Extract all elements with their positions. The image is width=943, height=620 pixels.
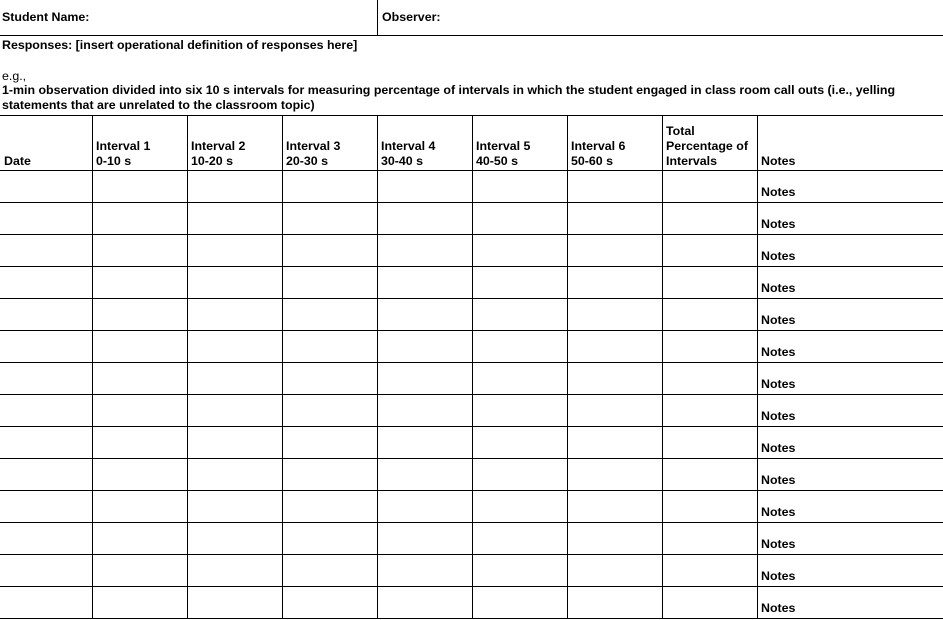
student-name-label: Student Name: — [2, 10, 90, 24]
interval-cell[interactable] — [568, 235, 661, 265]
total-percentage-cell[interactable] — [663, 299, 756, 329]
column-header-3-line2: Interval 2 — [191, 139, 246, 153]
interval-cell[interactable] — [473, 299, 566, 329]
interval-cell[interactable] — [473, 235, 566, 265]
interval-cell[interactable] — [188, 395, 281, 425]
interval-cell[interactable] — [568, 523, 661, 553]
interval-cell[interactable] — [568, 363, 661, 393]
example-prefix: e.g., — [2, 69, 27, 83]
column-header-9-line3: Notes — [761, 154, 796, 168]
interval-cell[interactable] — [188, 171, 281, 201]
interval-cell[interactable] — [568, 587, 661, 617]
column-header-6-line3: 40-50 s — [476, 154, 519, 168]
interval-cell[interactable] — [93, 267, 186, 297]
total-percentage-cell[interactable] — [663, 267, 756, 297]
interval-cell[interactable] — [188, 587, 281, 617]
total-percentage-cell[interactable] — [663, 171, 756, 201]
interval-cell[interactable] — [378, 459, 471, 489]
column-header-8-line3: Intervals — [666, 154, 717, 168]
example-line-2: statements that are unrelated to the classroom topic) — [2, 98, 315, 112]
interval-cell[interactable] — [378, 171, 471, 201]
interval-cell[interactable] — [188, 555, 281, 585]
notes-cell[interactable]: Notes — [761, 569, 796, 583]
interval-cell[interactable] — [568, 267, 661, 297]
interval-cell[interactable] — [283, 267, 376, 297]
header-rule — [0, 35, 943, 36]
date-cell[interactable] — [1, 299, 91, 329]
interval-cell[interactable] — [283, 235, 376, 265]
interval-cell[interactable] — [378, 235, 471, 265]
column-header-7-line3: 50-60 s — [571, 154, 614, 168]
interval-cell[interactable] — [283, 587, 376, 617]
interval-cell[interactable] — [93, 523, 186, 553]
interval-cell[interactable] — [473, 331, 566, 361]
total-percentage-cell[interactable] — [663, 235, 756, 265]
date-cell[interactable] — [1, 555, 91, 585]
notes-cell[interactable]: Notes — [761, 313, 796, 327]
column-header-3-line3: 10-20 s — [191, 154, 234, 168]
column-header-4-line2: Interval 3 — [286, 139, 341, 153]
interval-cell[interactable] — [378, 587, 471, 617]
interval-cell[interactable] — [283, 427, 376, 457]
interval-cell[interactable] — [188, 491, 281, 521]
total-percentage-cell[interactable] — [663, 587, 756, 617]
interval-cell[interactable] — [568, 427, 661, 457]
interval-cell[interactable] — [283, 491, 376, 521]
notes-cell[interactable]: Notes — [761, 505, 796, 519]
interval-cell[interactable] — [188, 427, 281, 457]
notes-cell[interactable]: Notes — [761, 441, 796, 455]
date-cell[interactable] — [1, 203, 91, 233]
interval-cell[interactable] — [568, 459, 661, 489]
notes-cell[interactable]: Notes — [761, 185, 796, 199]
column-divider — [757, 116, 758, 618]
notes-cell[interactable]: Notes — [761, 249, 796, 263]
interval-cell[interactable] — [93, 395, 186, 425]
column-header-1-line3: Date — [4, 154, 31, 168]
interval-cell[interactable] — [283, 203, 376, 233]
interval-cell[interactable] — [93, 203, 186, 233]
total-percentage-cell[interactable] — [663, 395, 756, 425]
interval-cell[interactable] — [568, 331, 661, 361]
notes-cell[interactable]: Notes — [761, 345, 796, 359]
interval-cell[interactable] — [378, 203, 471, 233]
date-cell[interactable] — [1, 171, 91, 201]
interval-cell[interactable] — [378, 491, 471, 521]
interval-cell[interactable] — [473, 491, 566, 521]
interval-cell[interactable] — [378, 523, 471, 553]
example-line-1: 1-min observation divided into six 10 s intervals for measuring percentage of intervals in which the student engaged in class room call outs (i.e., yelling — [2, 83, 896, 97]
interval-cell[interactable] — [473, 587, 566, 617]
interval-cell[interactable] — [283, 555, 376, 585]
notes-cell[interactable]: Notes — [761, 473, 796, 487]
interval-cell[interactable] — [473, 555, 566, 585]
interval-cell[interactable] — [568, 555, 661, 585]
interval-cell[interactable] — [93, 331, 186, 361]
interval-cell[interactable] — [188, 363, 281, 393]
interval-cell[interactable] — [568, 491, 661, 521]
total-percentage-cell[interactable] — [663, 427, 756, 457]
date-cell[interactable] — [1, 395, 91, 425]
interval-cell[interactable] — [283, 331, 376, 361]
interval-cell[interactable] — [188, 523, 281, 553]
total-percentage-cell[interactable] — [663, 363, 756, 393]
interval-cell[interactable] — [473, 395, 566, 425]
date-cell[interactable] — [1, 427, 91, 457]
column-header-2-line2: Interval 1 — [96, 139, 151, 153]
column-header-5-line2: Interval 4 — [381, 139, 436, 153]
interval-cell[interactable] — [283, 299, 376, 329]
column-header-4-line3: 20-30 s — [286, 154, 329, 168]
interval-cell[interactable] — [93, 491, 186, 521]
total-percentage-cell[interactable] — [663, 331, 756, 361]
interval-cell[interactable] — [473, 363, 566, 393]
interval-cell[interactable] — [473, 523, 566, 553]
interval-cell[interactable] — [283, 523, 376, 553]
interval-cell[interactable] — [378, 427, 471, 457]
header-divider — [377, 0, 378, 36]
interval-cell[interactable] — [93, 171, 186, 201]
total-percentage-cell[interactable] — [663, 523, 756, 553]
interval-cell[interactable] — [473, 427, 566, 457]
interval-cell[interactable] — [188, 459, 281, 489]
interval-cell[interactable] — [188, 331, 281, 361]
interval-cell[interactable] — [93, 555, 186, 585]
interval-cell[interactable] — [378, 555, 471, 585]
interval-cell[interactable] — [378, 331, 471, 361]
notes-cell[interactable]: Notes — [761, 537, 796, 551]
interval-cell[interactable] — [473, 459, 566, 489]
interval-cell[interactable] — [188, 267, 281, 297]
column-header-6-line2: Interval 5 — [476, 139, 531, 153]
interval-cell[interactable] — [568, 203, 661, 233]
date-cell[interactable] — [1, 331, 91, 361]
notes-cell[interactable]: Notes — [761, 217, 796, 231]
total-percentage-cell[interactable] — [663, 555, 756, 585]
interval-cell[interactable] — [378, 267, 471, 297]
interval-cell[interactable] — [378, 363, 471, 393]
interval-cell[interactable] — [93, 363, 186, 393]
notes-cell[interactable]: Notes — [761, 377, 796, 391]
interval-cell[interactable] — [188, 203, 281, 233]
column-header-5-line3: 30-40 s — [381, 154, 424, 168]
date-cell[interactable] — [1, 363, 91, 393]
row-rule — [0, 618, 943, 619]
column-header-7-line2: Interval 6 — [571, 139, 626, 153]
total-percentage-cell[interactable] — [663, 459, 756, 489]
interval-cell[interactable] — [378, 395, 471, 425]
interval-cell[interactable] — [283, 171, 376, 201]
date-cell[interactable] — [1, 459, 91, 489]
interval-cell[interactable] — [283, 395, 376, 425]
responses-label: Responses: [insert operational definition of responses here] — [2, 38, 358, 52]
interval-cell[interactable] — [93, 235, 186, 265]
interval-cell[interactable] — [93, 459, 186, 489]
interval-cell[interactable] — [473, 171, 566, 201]
date-cell[interactable] — [1, 587, 91, 617]
interval-cell[interactable] — [473, 267, 566, 297]
date-cell[interactable] — [1, 523, 91, 553]
total-percentage-cell[interactable] — [663, 203, 756, 233]
interval-cell[interactable] — [283, 363, 376, 393]
date-cell[interactable] — [1, 235, 91, 265]
interval-cell[interactable] — [473, 203, 566, 233]
interval-cell[interactable] — [93, 427, 186, 457]
column-header-8-line2: Percentage of — [666, 139, 748, 153]
interval-cell[interactable] — [93, 587, 186, 617]
interval-cell[interactable] — [283, 459, 376, 489]
observer-label: Observer: — [382, 10, 441, 24]
column-header-2-line3: 0-10 s — [96, 154, 132, 168]
interval-cell[interactable] — [188, 235, 281, 265]
notes-cell[interactable]: Notes — [761, 409, 796, 423]
date-cell[interactable] — [1, 267, 91, 297]
notes-cell[interactable]: Notes — [761, 281, 796, 295]
total-percentage-cell[interactable] — [663, 491, 756, 521]
interval-cell[interactable] — [568, 299, 661, 329]
interval-cell[interactable] — [378, 299, 471, 329]
notes-cell[interactable]: Notes — [761, 601, 796, 615]
interval-cell[interactable] — [568, 171, 661, 201]
interval-cell[interactable] — [568, 395, 661, 425]
interval-cell[interactable] — [188, 299, 281, 329]
interval-cell[interactable] — [93, 299, 186, 329]
column-header-8-line1: Total — [666, 124, 695, 138]
date-cell[interactable] — [1, 491, 91, 521]
